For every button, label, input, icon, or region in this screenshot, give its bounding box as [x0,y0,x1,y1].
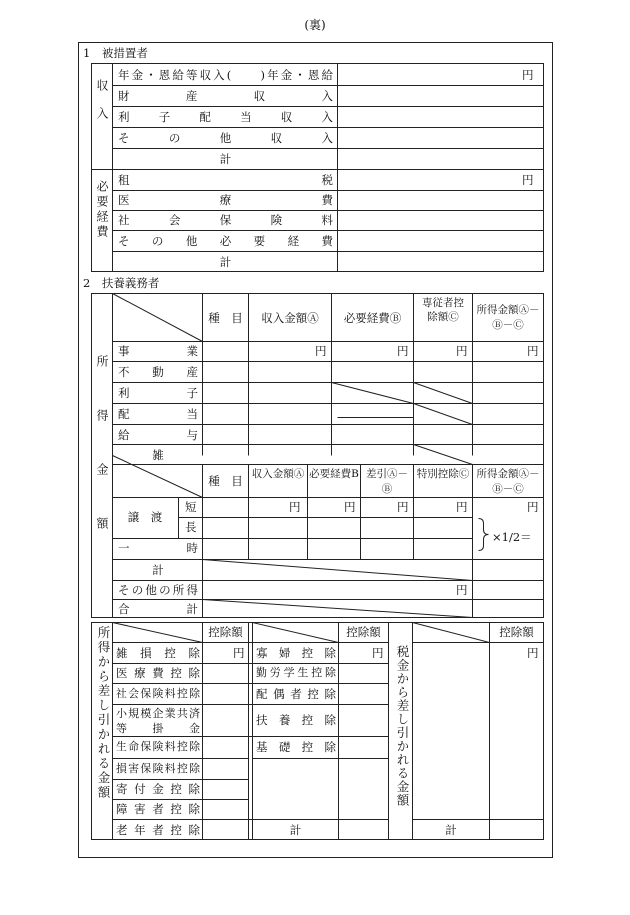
keihi-total: 計 [219,255,232,269]
kojo-gaku-header: 控除額 [346,625,381,639]
kojo-ronensha: 老年者控除 [116,823,200,837]
half-multiplier: ×1/2＝ [492,530,532,544]
yen-unit: 円 [372,646,384,660]
tan-label: 短 [185,500,197,514]
side-label-shotoku-kojo: 所得から差し引かれる金額 [96,626,111,800]
kojo-kiso: 基礎控除 [256,740,336,754]
section2-title: 2 扶養義務者 [83,276,160,290]
shunyu-total: 計 [219,152,232,166]
keihi-side-label: 必要経費 [95,180,109,240]
h2-shumoku: 種 目 [208,474,243,488]
yen-unit: 円 [522,173,534,187]
h1-senju: 専従者控除額Ⓒ [422,297,464,323]
shunyu-row-1: 年金・恩給等収入( )年金・恩給 [118,68,333,82]
kei-label: 計 [152,563,164,577]
yen-unit: 円 [527,344,539,358]
yen-unit: 円 [397,344,409,358]
h1-shotoku: 所得金額Ⓐ－Ⓑ－Ⓒ [476,304,540,331]
h2-keihi: 必要経費B [309,468,359,480]
kojo-haigusha: 配偶者控除 [256,687,336,701]
kei-label: 計 [445,823,457,837]
yen-unit: 円 [397,500,409,514]
sonota-label: その他の所得 [118,583,198,597]
section1-title: 1 被措置者 [83,46,148,60]
kei-label: 計 [289,823,302,837]
kojo-seimeihoken: 生命保険料控除 [116,740,200,753]
row-jigyo: 事 業 [118,344,198,358]
row-kyuyo: 給 与 [118,428,198,442]
h2-shotoku: 所得金額Ⓐ－Ⓑ－Ⓒ [476,468,540,495]
yen-unit: 円 [456,344,468,358]
shunyu-row-2: 財 産 収 入 [118,89,333,103]
row-haito: 配 当 [118,407,198,421]
yen-unit: 円 [456,583,468,597]
shunyu-side-label: 収入 [95,79,109,135]
yen-unit: 円 [233,646,245,660]
h1-shunyu: 収入金額Ⓐ [261,311,319,325]
row-rishi: 利 子 [118,386,198,400]
yen-unit: 円 [527,646,539,660]
row-fudosan: 不 動 産 [118,365,198,379]
kojo-shakaihoken: 社会保険料控除 [116,687,200,700]
yen-unit: 円 [344,500,356,514]
keihi-row-1: 租 税 [118,173,333,187]
gokei-label: 合 計 [118,602,198,616]
keihi-row-4: そ の 他 必 要 経 費 [118,234,333,248]
h1-keihi: 必要経費Ⓑ [343,311,402,325]
kojo-fuyo: 扶養控除 [256,713,336,727]
kojo-zasson: 雑損控除 [116,646,200,660]
joto-label: 譲 渡 [127,510,163,524]
kojo-songaihoken: 損害保険料控除 [116,762,200,775]
shotoku-side-label: 所得金額 [95,355,109,571]
shunyu-row-4: そ の 他 収 入 [118,131,333,145]
h2-tokubetsu: 特別控除Ⓒ [416,468,470,480]
cho-label: 長 [185,520,197,534]
yen-unit: 円 [315,344,327,358]
kojo-shogaisha: 障害者控除 [116,802,200,816]
page-label: (裏) [304,18,326,32]
h1-shumoku: 種 目 [208,311,243,325]
row-zatsu: 雑 [152,448,164,462]
yen-unit: 円 [527,500,539,514]
keihi-row-3: 社 会 保 険 料 [118,213,333,227]
keihi-row-2: 医 療 費 [118,193,333,207]
kojo-kafu: 寡婦控除 [256,646,336,660]
kojo-kinrogakusei: 勤労学生控除 [256,666,336,679]
kojo-kifukin: 寄付金控除 [116,782,200,796]
kojo-gaku-header: 控除額 [208,625,243,639]
ichiji-label: 一 時 [118,541,198,555]
yen-unit: 円 [456,500,468,514]
kojo-shokibo: 小規模企業共済等掛金 [116,707,200,735]
side-label-zeikin-kojo: 税金から差し引かれる金額 [395,645,410,807]
kojo-gaku-header: 控除額 [499,625,534,639]
h2-sahiki: 差引Ⓐ－Ⓑ [366,468,408,495]
shunyu-row-3: 利 子 配 当 収 入 [118,110,333,124]
kojo-iryohi: 医療費控除 [116,666,200,680]
h2-shunyu: 収入金額Ⓐ [251,468,305,480]
yen-unit: 円 [522,68,534,82]
yen-unit: 円 [289,500,301,514]
